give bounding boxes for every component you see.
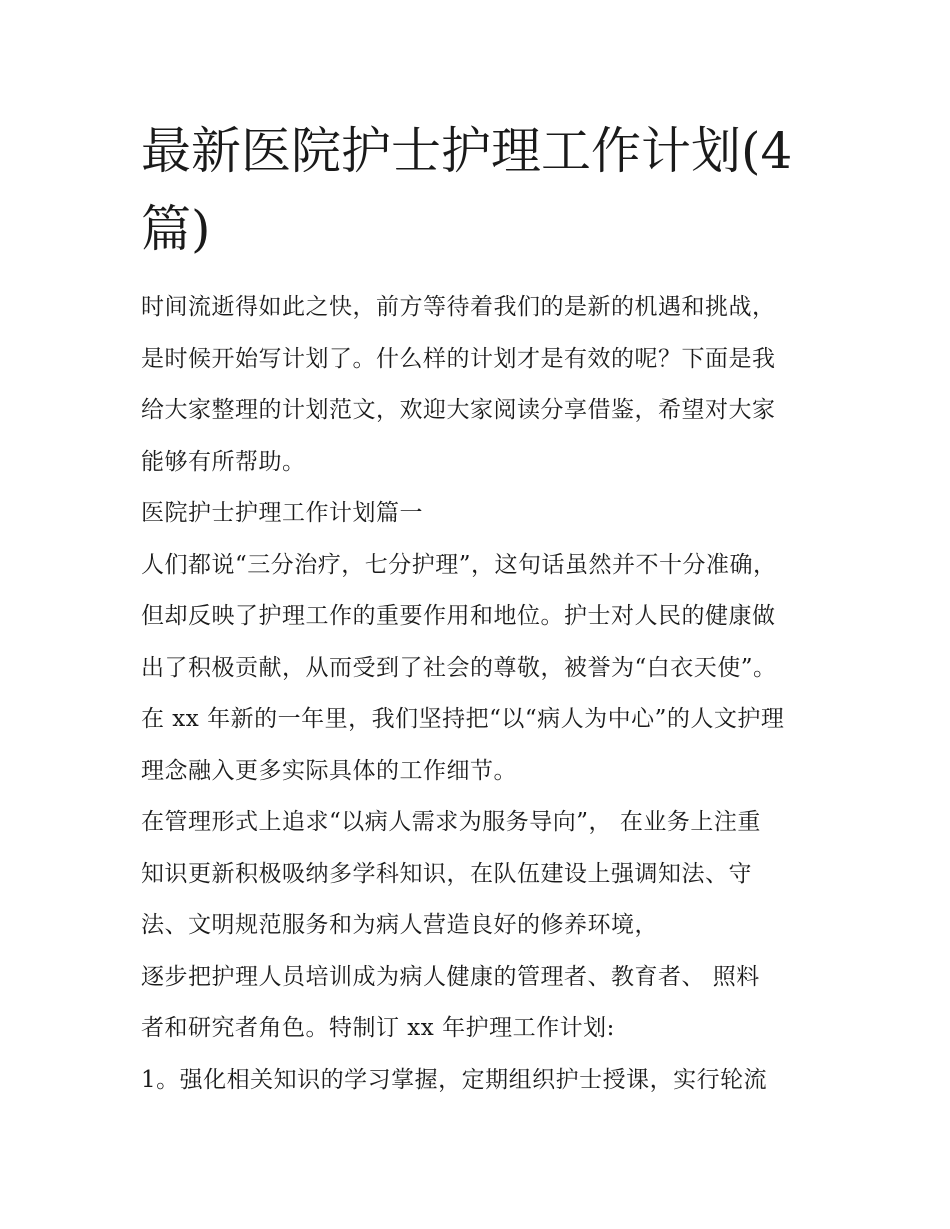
paragraph-line: 在管理形式上追求“以病人需求为服务导向”， 在业务上注重 <box>141 809 761 835</box>
paragraph-line: 者和研究者角色。特制订 xx 年护理工作计划: <box>141 1015 615 1041</box>
document-content <box>141 112 821 1106</box>
document-title <box>141 112 821 268</box>
section-heading: 医院护士护理工作计划篇一 <box>141 500 423 526</box>
title-line-1: 最新医院护士护理工作计划(4 <box>141 122 793 180</box>
list-item: 1。强化相关知识的学习掌握，定期组织护士授课，实行轮流 <box>141 1066 768 1093</box>
document-body <box>141 282 821 1106</box>
paragraph-line: 法、文明规范服务和为病人营造良好的修养环境， <box>141 912 658 938</box>
paragraph-line: 逐步把护理人员培训成为病人健康的管理者、教育者、 照料 <box>141 963 760 990</box>
title-line-2: 篇) <box>141 200 211 258</box>
intro-line: 时间流逝得如此之快，前方等待着我们的是新的机遇和挑战， <box>141 294 776 320</box>
paragraph-line: 理念融入更多实际具体的工作细节。 <box>141 757 517 784</box>
paragraph-line: 出了积极贡献，从而受到了社会的尊敬，被誉为“白衣天使”。 <box>141 654 777 681</box>
intro-line: 能够有所帮助。 <box>141 448 306 475</box>
intro-line: 是时候开始写计划了。什么样的计划才是有效的呢？下面是我 <box>141 345 776 372</box>
paragraph-line: 知识更新积极吸纳多学科知识，在队伍建设上强调知法、守 <box>141 860 752 887</box>
intro-line: 给大家整理的计划范文，欢迎大家阅读分享借鉴，希望对大家 <box>141 397 776 423</box>
paragraph-line: 在 xx 年新的一年里，我们坚持把“以“病人为中心”的人文护理 <box>141 706 785 732</box>
paragraph-line: 但却反映了护理工作的重要作用和地位。护士对人民的健康做 <box>141 603 776 629</box>
paragraph-line: 人们都说“三分治疗，七分护理”，这句话虽然并不十分准确， <box>141 551 777 578</box>
